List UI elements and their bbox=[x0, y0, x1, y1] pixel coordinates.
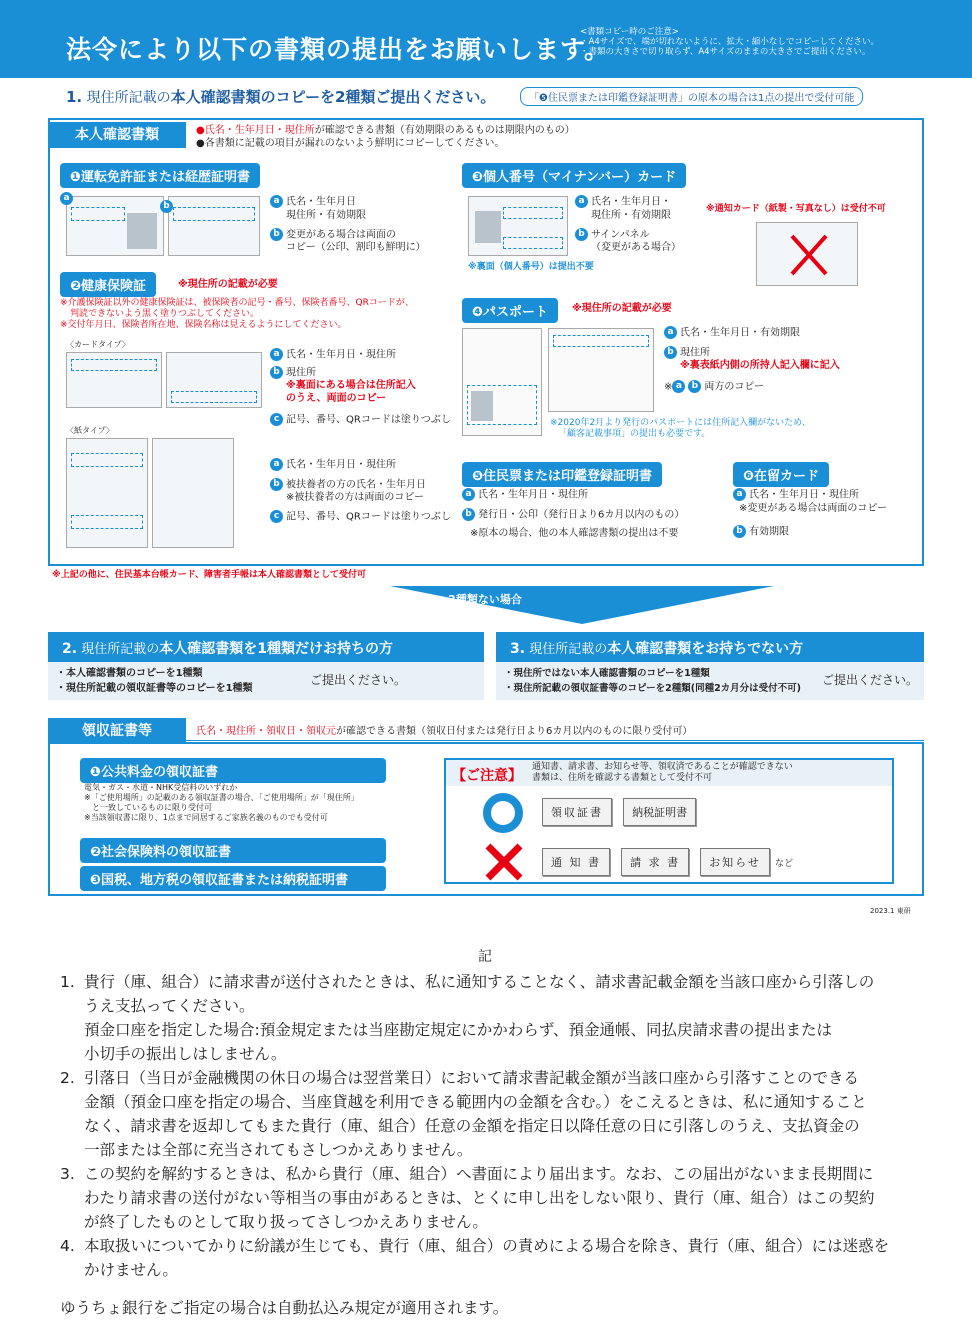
passport-heading: ❹パスポート bbox=[462, 298, 558, 323]
insurance-notes: ※介護保険証以外の健康保険証は、被保険者の記号・番号、保険者番号、QRコードが、 判読できないよう黒く塗りつぶしてください。 ※交付年月日、保険者所在地、保険名称は見えるようにしてください。 bbox=[60, 298, 414, 330]
paper-type-label: 〈紙タイプ〉 bbox=[66, 426, 114, 435]
notification-card-image bbox=[756, 222, 858, 286]
marker-a-icon: a bbox=[60, 192, 73, 205]
rejected-documents: 通 知 書 請 求 書 お知らせ など bbox=[542, 848, 793, 876]
mynumber-back-note: ※裏面（個人番号）は提出不要 bbox=[468, 262, 594, 272]
license-back-image bbox=[168, 196, 260, 256]
insurance-paper-back-image bbox=[152, 438, 234, 548]
term-item: 3. この契約を解約するときは、私から貴行（庫、組合）へ書面により届出ます。なお、この届出がないまま長期間に わたり請求書の送付がない等相当の事由があるときは、とくに申し出をしない限り、貴行（庫、組合）はこの契約 が終了したものとして取り扱ってさしつかえありません。 bbox=[60, 1165, 875, 1231]
utility-receipt-notes: 電気・ガス・水道・NHK受信料のいずれか ※「ご使用場所」の記載のある領収証書の場合、「ご使用場所」が「現住所」 と一致しているものに限り受付可 ※当該領収書に限り、1点まで同居するご家族名義のものでも受付可 bbox=[84, 783, 359, 822]
paper-type-points: a 氏名・生年月日・現住所 b 被扶養者の方の氏名・生年月日 ※被扶養者の方は両面のコピー c 記号、番号、QRコードは塗りつぶし bbox=[270, 458, 451, 524]
id-documents-tag: 本人確認書類 bbox=[48, 122, 186, 148]
residence-card-heading: ❻在留カード bbox=[733, 462, 829, 487]
page-title: 法令により以下の書類の提出をお願いします。 bbox=[66, 35, 611, 64]
residence-heading: ❺住民票または印鑑登録証明書 bbox=[462, 462, 662, 487]
ok-circle-icon bbox=[482, 792, 524, 834]
residence-card-points: a 氏名・生年月日・現住所 ※変更がある場合は両面のコピー b 有効期限 bbox=[733, 488, 887, 538]
section3-box: 3. 現住所記載の本人確認書類をお持ちでない方 ・現住所ではない本人確認書類のコピーを1種類 ・現住所記載の領収証書等のコピーを2種類(同種2カ月分は受付不可) ご提出ください。 bbox=[496, 632, 924, 700]
passport-points: a 氏名・生年月日・有効期限 b 現住所 ※裏表紙内側の所持人記入欄に記入 ※ a b 両方のコピー bbox=[664, 327, 840, 393]
marker-b-icon: b bbox=[270, 228, 283, 241]
caution-label: 【ご注意】 bbox=[452, 768, 522, 784]
receipt-requirements: 氏名・現住所・領収日・領収元が確認できる書類（領収日付または発行日より6カ月以内のものに限り受付可） bbox=[196, 726, 693, 737]
ng-cross-icon bbox=[484, 842, 524, 882]
term-item: 1. 貴行（庫、組合）に請求書が送付されたときは、私に通知することなく、請求書記載金額を当該口座から引落しの うえ支払ってください。 預金口座を指定した場合:預金規定または当座勘定規定にかかわらず、預金通帳、同払戻請求書の提出または 小切手の振出しはしません。 bbox=[60, 973, 875, 1063]
utility-receipt-heading: ❶公共料金の領収証書 bbox=[80, 758, 386, 783]
card-type-label: 〈カードタイプ〉 bbox=[66, 340, 130, 349]
term-item: 2. 引落日（当日が金融機関の休日の場合は翌営業日）において請求書記載金額が当該口座から引落すことのできる 金額（預金口座を指定の場合、当座貸越を利用できる範囲内の金額を含む。）をこえるときは、私に通知すること なく、請求書を返却してもまた貴行（庫、組合）任意の金額を指定日以降任意の日に引落しのうえ、支払資金の 一部または全部に充当されてもさしつかえありません。 bbox=[60, 1069, 867, 1159]
mynumber-card-image bbox=[468, 196, 568, 256]
ki-label: 記 bbox=[478, 949, 492, 965]
insurance-card-front-image bbox=[66, 352, 162, 408]
mynumber-heading: ❸個人番号（マイナンバー）カード bbox=[462, 163, 686, 188]
passport-2020-note: ※2020年2月より発行のパスポートには住所記入欄がないため、 「顧客記載事項」の提出も必要です。 bbox=[550, 418, 811, 439]
term-item: 4. 本取扱いについてかりに紛議が生じても、貴行（庫、組合）の責めによる場合を除き、貴行（庫、組合）には迷惑を かけません。 bbox=[60, 1237, 890, 1279]
accepted-documents: 領収証書 納税証明書 bbox=[542, 798, 696, 826]
marker-b-icon: b bbox=[160, 200, 173, 213]
section2-box: 2. 現住所記載の本人確認書類を1種類だけお持ちの方 ・本人確認書類のコピーを1種類 ・現住所記載の領収証書等のコピーを1種類 ご提出ください。 bbox=[48, 632, 484, 700]
caution-text: 通知書、請求書、お知らせ等、領収済であることが確認できない 書類は、住所を確認する書類として受付不可 bbox=[532, 762, 793, 783]
passport-page-image bbox=[462, 328, 542, 436]
social-insurance-heading: ❷社会保険料の領収証書 bbox=[80, 838, 386, 863]
receipt-tag: 領収証書等 bbox=[48, 718, 186, 744]
license-points: a 氏名・生年月日 現住所・有効期限 b 変更がある場合は両面の コピー（公印、割印も鮮明に） bbox=[270, 195, 426, 254]
passport-address-required: ※現住所の記載が必要 bbox=[572, 303, 672, 314]
reject-x-icon bbox=[789, 233, 829, 277]
marker-a-icon: a bbox=[270, 195, 283, 208]
residence-points: a 氏名・生年月日・現住所 b 発行日・公印（発行日より6カ月以内のもの） ※原本の場合、他の本人確認書類の提出は不要 bbox=[462, 488, 684, 540]
card-type-points: a 氏名・生年月日・現住所 b 現住所 ※裏面にある場合は住所記入 のうえ、両面のコピー c 記号、番号、QRコードは塗りつぶし bbox=[270, 348, 451, 427]
arrow-label: 2種類ない場合 bbox=[448, 593, 522, 606]
footer-code: 2023.1 東研 bbox=[870, 907, 911, 915]
license-heading: ❶運転免許証または経歴証明書 bbox=[60, 163, 260, 188]
copy-note: <書類コピー時のご注意> ・A4サイズで、端が切れないように、拡大・縮小なしでコピーしてください。 ・書類の大きさで切り取らず、A4サイズのままの大きさでご提出ください。 bbox=[580, 27, 880, 57]
yucho-note: ゆうちょ銀行をご指定の場合は自動払込み規定が適用されます。 bbox=[60, 1299, 509, 1317]
tax-receipt-heading: ❸国税、地方税の領収証書または納税証明書 bbox=[80, 866, 386, 891]
passport-back-image bbox=[548, 328, 654, 412]
insurance-address-required: ※現住所の記載が必要 bbox=[178, 279, 278, 290]
mynumber-points: a 氏名・生年月日・ 現住所・有効期限 b サインパネル （変更がある場合） bbox=[575, 195, 681, 254]
terms-list bbox=[60, 970, 930, 1282]
insurance-paper-front-image bbox=[66, 438, 148, 548]
insurance-card-back-image bbox=[166, 352, 262, 408]
section1-note: 「❺住民票または印鑑登録証明書」の原本の場合は1点の提出で受付可能 bbox=[520, 87, 863, 106]
insurance-heading: ❷健康保険証 bbox=[60, 272, 156, 297]
notification-card-note: ※通知カード（紙製・写真なし）は受付不可 bbox=[706, 204, 886, 214]
license-front-image bbox=[66, 196, 164, 256]
id-requirements: ●氏名・生年月日・現住所が確認できる書類（有効期限のあるものは期限内のもの） ●各書類に記載の項目が漏れのないよう鮮明にコピーしてください。 bbox=[196, 125, 575, 149]
section1-title: 1. 現住所記載の本人確認書類のコピーを2種類ご提出ください。 bbox=[66, 88, 496, 106]
other-accepted-note: ※上記の他に、住民基本台帳カード、障害者手帳は本人確認書類として受付可 bbox=[52, 570, 366, 580]
